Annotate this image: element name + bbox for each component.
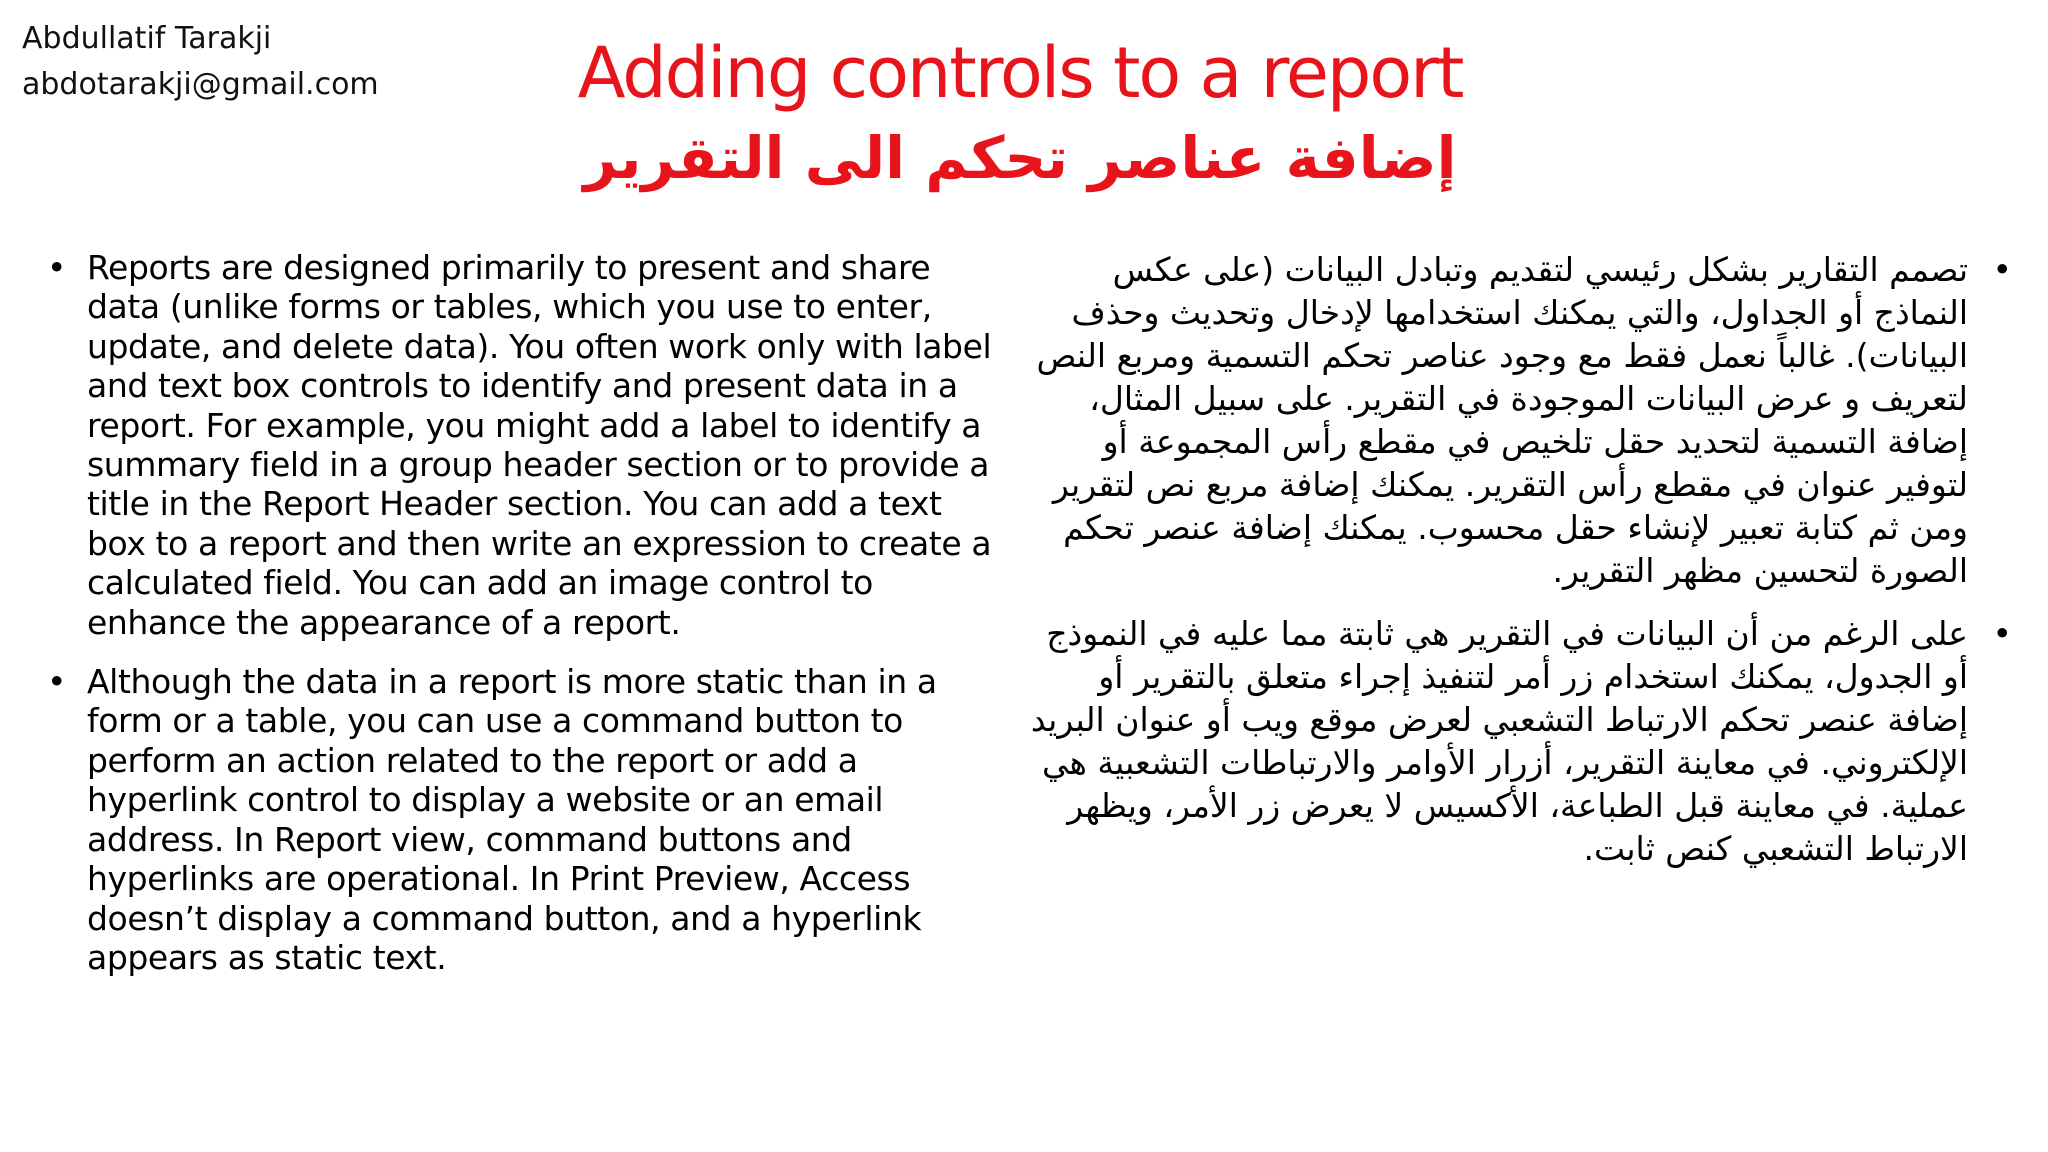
- arabic-bullet-text: على الرغم من أن البيانات في التقرير هي ثابتة مما عليه في النموذج أو الجدول، يمكنك استخدام زر أمر لتنفيذ إجراء متعلق بالتقرير أو إضافة عنصر تحكم الارتباط التشعبي لعرض موقع ويب أو عنوان البريد الإلكتروني. في معاينة التقرير، أزرار الأوامر والارتباطات التشعبية هي عملية. في معاينة قبل الطباعة، الأكسيس لا يعرض زر الأمر، ويظهر الارتباط التشعبي كنص ثابت.: [1030, 614, 1968, 868]
- bullet-marker: •: [47, 248, 67, 287]
- author-info: [22, 16, 379, 108]
- bullet-marker: •: [1992, 614, 2012, 653]
- title-arabic: إضافة عناصر تحكم الى التقرير: [583, 124, 1457, 192]
- title-english: Adding controls to a report: [577, 32, 1463, 114]
- arabic-bullet-item: [1030, 612, 2020, 870]
- author-name: Abdullatif Tarakji: [22, 21, 272, 56]
- english-bullet-item: [42, 248, 997, 642]
- english-bullet-text: Although the data in a report is more static than in a form or a table, you can use a command button to perform an action related to the report or add a hyperlink control to display a website or an email address. In Report view, command buttons and hyperlinks are operational. In Print Preview, Access doesn’t display a command button, and a hyperlink appears as static text.: [87, 662, 937, 977]
- arabic-bullet-text: تصمم التقارير بشكل رئيسي لتقديم وتبادل البيانات (على عكس النماذج أو الجداول، والتي يمكنك استخدامها لإدخال وتحديث وحذف البيانات). غالباً نعمل فقط مع وجود عناصر تحكم التسمية ومربع النص لتعريف و عرض البيانات الموجودة في التقرير. على سبيل المثال، إضافة التسمية لتحديد حقل تلخيص في مقطع رأس المجموعة أو لتوفير عنوان في مقطع رأس التقرير. يمكنك إضافة مربع نص لتقرير ومن ثم كتابة تعبير لإنشاء حقل محسوب. يمكنك إضافة عنصر تحكم الصورة لتحسين مظهر التقرير.: [1036, 250, 1968, 590]
- english-bullet-item: [42, 662, 997, 977]
- arabic-bullet-list: [1030, 248, 2020, 870]
- arabic-bullet-item: [1030, 248, 2020, 592]
- english-bullet-text: Reports are designed primarily to present and share data (unlike forms or tables, which you use to enter, update, and delete data). You often work only with label and text box controls to identify and present data in a report. For example, you might add a label to identify a summary field in a group header section or to provide a title in the Report Header section. You can add a text box to a report and then write an expression to create a calculated field. You can add an image control to enhance the appearance of a report.: [87, 248, 992, 642]
- bullet-marker: •: [1992, 250, 2012, 289]
- english-column: [42, 248, 997, 997]
- slide-title: [520, 28, 1520, 198]
- bullet-marker: •: [47, 662, 67, 702]
- arabic-column: [1030, 248, 2020, 890]
- author-email: abdotarakji@gmail.com: [22, 67, 379, 102]
- english-bullet-list: [42, 248, 997, 977]
